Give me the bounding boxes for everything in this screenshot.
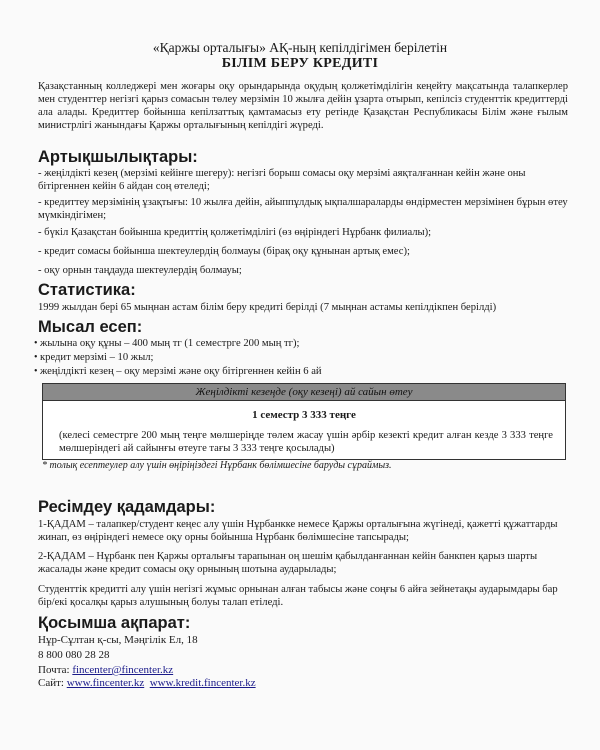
statistics-heading: Статистика: [38, 281, 136, 299]
email-line [38, 664, 173, 677]
example-bullet: • жылына оқу құны – 400 мың тг (1 семестрге 200 мың тг); [40, 338, 300, 350]
advantage-item: - кредиттеу мерзімінің ұзақтығы: 10 жылға дейін, айыппұлдық ықпалшараларды өндірместен мерзімінен бұрын өтеу мүмкіндігімен; [38, 197, 568, 221]
statistics-text: 1999 жылдан бері 65 мыңнан астам білім беру кредиті берілді (7 мыңнан астамы кепілдікпен берілді) [38, 302, 497, 313]
advantages-heading: Артықшылықтары: [38, 148, 198, 166]
phone: 8 800 080 28 28 [38, 649, 110, 661]
example-heading: Мысал есеп: [38, 318, 143, 336]
payment-example-box [42, 383, 566, 460]
requirement-text: Студенттік кредитті алу үшін негізгі жұмыс орнынан алған табысы және соңғы 6 айға зейнетақы аударымдары бар бір/екі қосалқы қарыз алушының болуы талап етіледі. [38, 584, 558, 608]
step-2: 2-ҚАДАМ – Нұрбанк пен Қаржы орталығы тарапынан оң шешім қабылданғаннан кейін банкпен қарыз шарты жасалады және кредит сомасы оқу орнының шотына аударылады; [38, 551, 538, 575]
step-1: 1-ҚАДАМ – талапкер/студент кеңес алу үшін Нұрбанкке немесе Қаржы орталығына жүгінеді, қажетті құжаттарды жинап, өз өңіріндегі немесе оқу орны бойынша Нұрбанк бөлімшесіне тапсырады; [38, 519, 558, 543]
intro-paragraph: Қазақстанның колледжері мен жоғары оқу орындарында оқудың қолжетімділігін кеңейту мақсатында талапкерлер мен студенттер негізгі қарыз сомасын төлеу мерзімін 10 жылға дейін ұзарта отырып, кепілсіз студенттік кредиттерді ала алады. Кредиттер бойынша кепілзаттық қамтамасыз ету ретінде Қазақстан Республикасы Білім және ғылым министрлігі жанындағы Қаржы орталығының кепілдігі жүреді. [38, 81, 568, 131]
payment-box-header: Жеңілдікті кезеңде (оқу кезеңі) ай сайын өтеу [43, 384, 565, 401]
document-title: БІЛІМ БЕРУ КРЕДИТІ [221, 56, 379, 71]
site-link[interactable]: www.fincenter.kz [66, 677, 145, 689]
example-bullet: • жеңілдікті кезең – оқу мерзімі және оқу бітіргеннен кейін 6 ай [40, 366, 322, 378]
contacts-heading: Қосымша ақпарат: [38, 614, 191, 632]
advantage-item: - кредит сомасы бойынша шектеулердің болмауы (бірақ оқу құнынан артық емес); [38, 246, 410, 257]
site-line [38, 677, 256, 690]
footnote: * толық есептеулер алу үшін өңіріңіздегі Нұрбанк бөлімшесіне баруды сұраймыз. [42, 460, 392, 471]
steps-heading: Ресімдеу қадамдары: [38, 498, 216, 516]
email-label: Почта: [38, 664, 70, 676]
address: Нұр-Сұлтан қ-сы, Мәңгілік Ел, 18 [38, 634, 198, 646]
credit-site-link[interactable]: www.kredit.fincenter.kz [149, 677, 256, 689]
email-link[interactable]: fincenter@fincenter.kz [72, 664, 174, 676]
payment-box-title: 1 семестр 3 333 теңге [252, 409, 356, 421]
advantage-item: - жеңілдікті кезең (мерзімі кейінге шегеру): негізгі борыш сомасы оқу мерзімі аяқталғаннан кейін және оны бітіргеннен кейін 6 айдан соң өтеледі; [38, 168, 526, 192]
advantage-item: - бүкіл Қазақстан бойынша кредиттің қолжетімділігі (өз өңіріндегі Нұрбанк филиалы); [38, 227, 432, 238]
site-label: Сайт: [38, 677, 64, 689]
header-subtitle: «Қаржы орталығы» АҚ-ның кепілдігімен берілетін [152, 40, 448, 55]
example-bullet: • кредит мерзімі – 10 жыл; [40, 352, 153, 364]
payment-box-body: (келесі семестрге 200 мың теңге мөлшеріңде төлем жасау үшін әрбір кезекті кредит алған кезде 3 333 теңге мөлшеріндегі ай сайынғы өтеуге тағы 3 333 теңге қосылады) [59, 430, 553, 454]
advantage-item: - оқу орнын таңдауда шектеулердің болмауы; [38, 265, 242, 276]
